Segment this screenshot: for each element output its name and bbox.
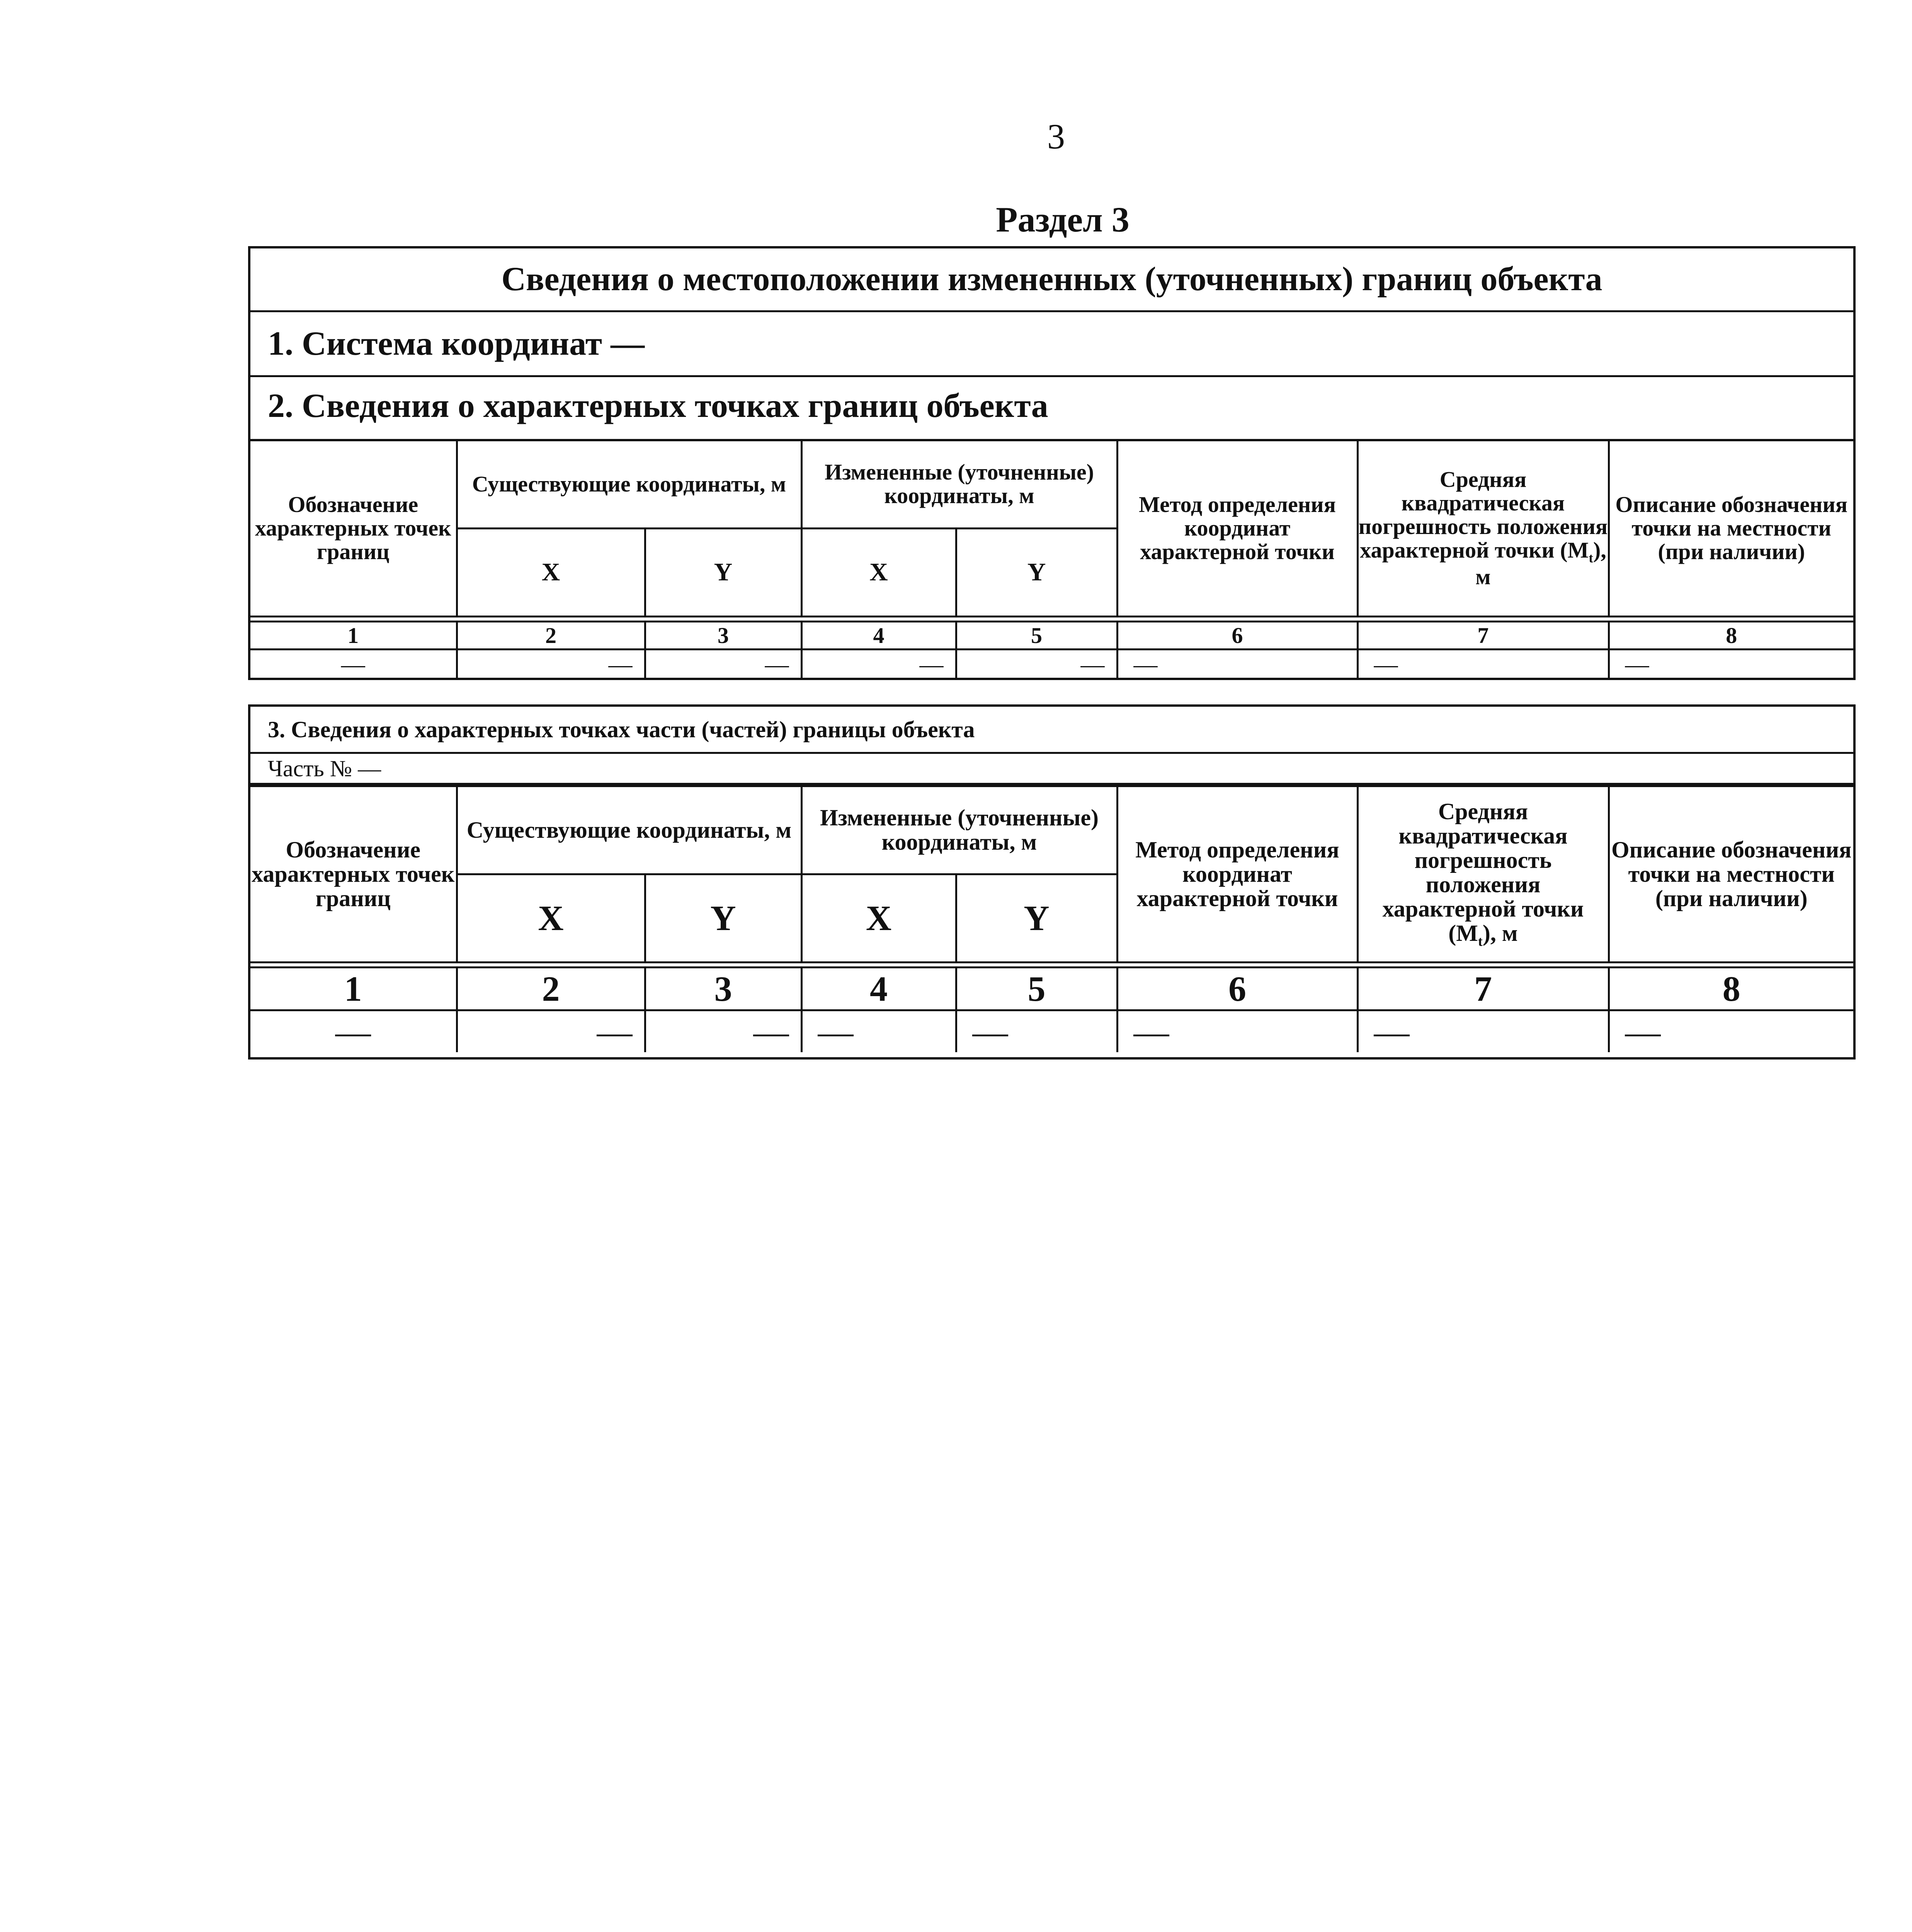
boundaries-section-box [248,246,1856,680]
table-cell: — [1117,1010,1357,1052]
header-changed-x: X [801,874,956,962]
column-number: 2 [457,621,645,649]
header-description: Описание обозначения точки на местности (при наличии) [1609,786,1853,962]
header-method: Метод определения координат характерной точки [1117,440,1357,616]
part-number-line: Часть № — [250,754,1853,785]
column-number: 5 [956,967,1117,1010]
column-number: 8 [1609,621,1853,649]
table-cell: — [956,649,1117,679]
column-number: 4 [801,621,956,649]
parts-section-title: 3. Сведения о характерных точках части (частей) границы объекта [250,707,1853,754]
column-number: 3 [645,967,801,1010]
characteristic-points-title: 2. Сведения о характерных точках границ объекта [268,387,1048,425]
column-number: 5 [956,621,1117,649]
table-cell: — [645,649,801,679]
table-cell: — [457,1010,645,1052]
boundaries-section-title: Сведения о местоположении измененных (уточненных) границ объекта [250,248,1853,312]
header-designation: Обозначение характерных точек границ [250,786,457,962]
table-cell: — [1609,649,1853,679]
header-existing-coords: Существующие координаты, м [457,786,801,874]
table-cell: — [801,649,956,679]
column-number: 7 [1357,967,1609,1010]
header-method: Метод определения координат характерной точки [1117,786,1357,962]
table-cell: — [801,1010,956,1052]
parts-section-box [248,704,1856,1060]
section-title: Раздел 3 [996,200,1130,239]
column-number: 6 [1117,621,1357,649]
header-existing-y: Y [645,528,801,616]
table-cell: — [1609,1010,1853,1052]
table-cell: — [1357,1010,1609,1052]
characteristic-points-table [250,439,1853,679]
header-changed-x: X [801,528,956,616]
column-number: 8 [1609,967,1853,1010]
header-existing-x: X [457,528,645,616]
column-number: 2 [457,967,645,1010]
table-cell: — [1357,649,1609,679]
part-points-table [250,785,1853,1052]
coordinate-system-line: 1. Система координат — [250,312,1853,377]
header-changed-coords: Измененные (уточненные) координаты, м [801,440,1117,528]
header-description: Описание обозначения точки на местности (при наличии) [1609,440,1853,616]
column-number: 3 [645,621,801,649]
column-number: 4 [801,967,956,1010]
column-number: 1 [250,621,457,649]
table-cell: — [956,1010,1117,1052]
page-number: 3 [1047,117,1065,156]
header-designation: Обозначение характерных точек границ [250,440,457,616]
table-cell: — [645,1010,801,1052]
header-changed-y: Y [956,874,1117,962]
column-number: 6 [1117,967,1357,1010]
column-number: 1 [250,967,457,1010]
header-existing-x: X [457,874,645,962]
table-cell: — [457,649,645,679]
header-changed-coords: Измененные (уточненные) координаты, м [801,786,1117,874]
header-mean-error: Средняя квадратическая погрешность положения характерной точки $(M_t)$, м [1357,786,1609,962]
column-number: 7 [1357,621,1609,649]
table-cell: — [250,1010,457,1052]
header-existing-y: Y [645,874,801,962]
table-cell: — [250,649,457,679]
header-changed-y: Y [956,528,1117,616]
header-mean-error: Средняя квадратическая погрешность положения характерной точки $(M_t)$, м [1357,440,1609,616]
table-cell: — [1117,649,1357,679]
header-existing-coords: Существующие координаты, м [457,440,801,528]
